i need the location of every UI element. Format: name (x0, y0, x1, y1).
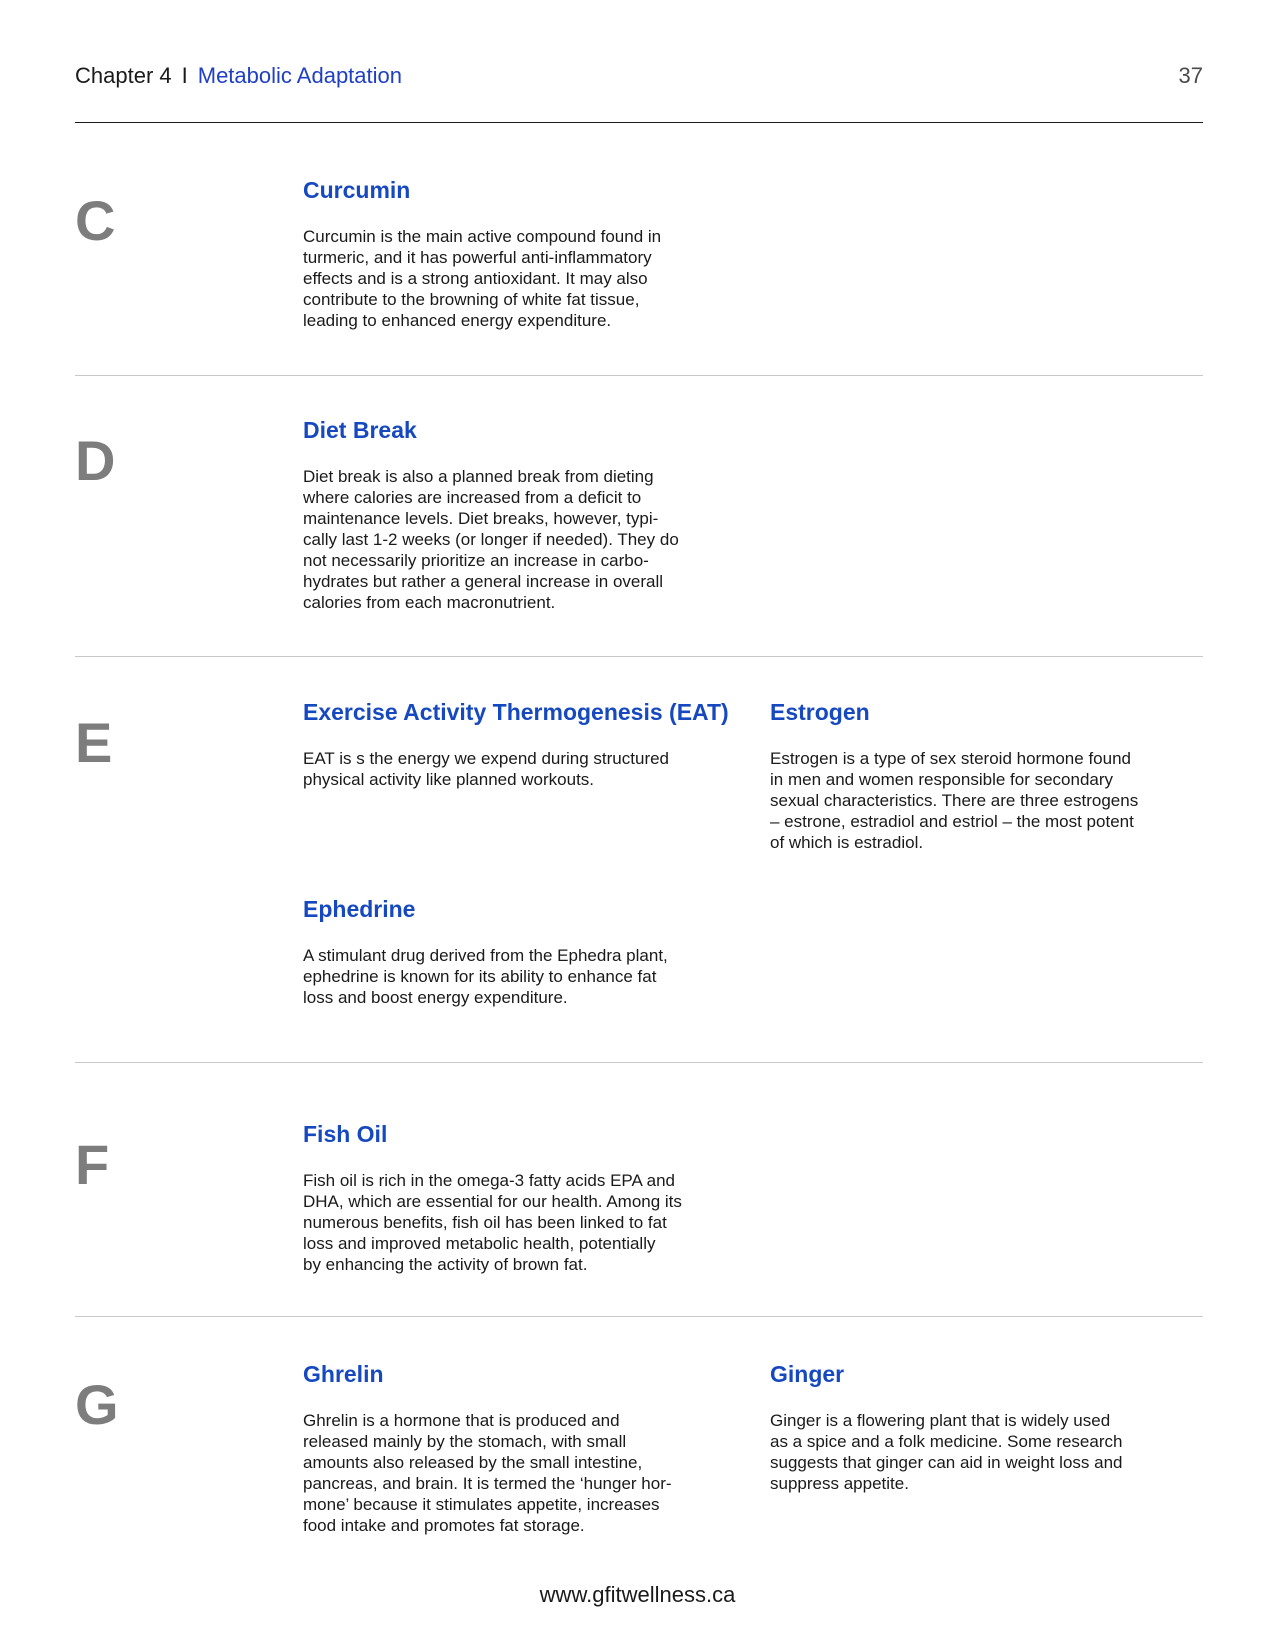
glossary-entry-fish-oil (303, 1120, 733, 1275)
glossary-entry-ghrelin (303, 1360, 733, 1536)
entry-description: Ghrelin is a hormone that is produced and released mainly by the stomach, with small amounts also released by the small intestine, pancreas, and brain. It is termed the ‘hunger hor- mone’ because it stimulates appetite, increases food intake and promotes fat storage. (303, 1411, 672, 1535)
entry-term: Ginger (770, 1361, 845, 1387)
section-divider (75, 375, 1203, 376)
section-letter: E (75, 711, 113, 774)
entry-term: Ephedrine (303, 896, 416, 922)
entry-term: Estrogen (770, 699, 870, 725)
footer-website: www.gfitwellness.ca (539, 1582, 736, 1607)
section-letter: G (75, 1373, 119, 1436)
entry-term: Fish Oil (303, 1121, 388, 1147)
glossary-entry-ginger (770, 1360, 1200, 1494)
entry-description: A stimulant drug derived from the Ephedra plant, ephedrine is known for its ability to enhance fat loss and boost energy expenditure. (303, 946, 668, 1007)
entry-description: Diet break is also a planned break from dieting where calories are increased from a deficit to maintenance levels. Diet breaks, however, typi- cally last 1-2 weeks (or longer if needed). They do not necessarily prioritize an increase in carbo- hydrates but rather a general increase in overall calories from each macronutrient. (303, 467, 679, 612)
section-divider (75, 656, 1203, 657)
entry-description: EAT is s the energy we expend during structured physical activity like planned workouts. (303, 749, 670, 789)
glossary-entry-estrogen (770, 698, 1200, 853)
section-divider (75, 1062, 1203, 1063)
chapter-label: Chapter 4 (75, 63, 172, 88)
section-letter: F (75, 1133, 110, 1196)
section-letter: D (75, 429, 116, 492)
entry-description: Estrogen is a type of sex steroid hormone found in men and women responsible for secondary sexual characteristics. There are three estrogens – estrone, estradiol and estriol – the most potent of which is estradiol. (770, 749, 1139, 852)
entry-term: Exercise Activity Thermogenesis (EAT) (303, 699, 729, 725)
section-letter: C (75, 189, 116, 252)
header-rule (75, 122, 1203, 123)
glossary-entry-diet-break (303, 416, 733, 613)
entry-term: Curcumin (303, 177, 411, 203)
entry-term: Ghrelin (303, 1361, 384, 1387)
header-separator: I (181, 63, 188, 88)
page-number: 37 (1178, 63, 1203, 88)
glossary-entry-curcumin (303, 176, 733, 331)
entry-description: Fish oil is rich in the omega-3 fatty acids EPA and DHA, which are essential for our health. Among its numerous benefits, fish oil has been linked to fat loss and improved metabolic health, potentially by enhancing the activity of brown fat. (303, 1171, 682, 1274)
entry-description: Ginger is a flowering plant that is widely used as a spice and a folk medicine. Some research suggests that ginger can aid in weight loss and suppress appetite. (770, 1411, 1123, 1493)
section-divider (75, 1316, 1203, 1317)
glossary-entry-eat (303, 698, 733, 790)
chapter-title: Metabolic Adaptation (197, 63, 403, 88)
entry-term: Diet Break (303, 417, 417, 443)
entry-description: Curcumin is the main active compound found in turmeric, and it has powerful anti-inflammatory effects and is a strong antioxidant. It may also contribute to the browning of white fat tissue, leading to enhanced energy expenditure. (303, 227, 662, 330)
page-header (75, 60, 1203, 92)
glossary-entry-ephedrine (303, 895, 733, 1008)
